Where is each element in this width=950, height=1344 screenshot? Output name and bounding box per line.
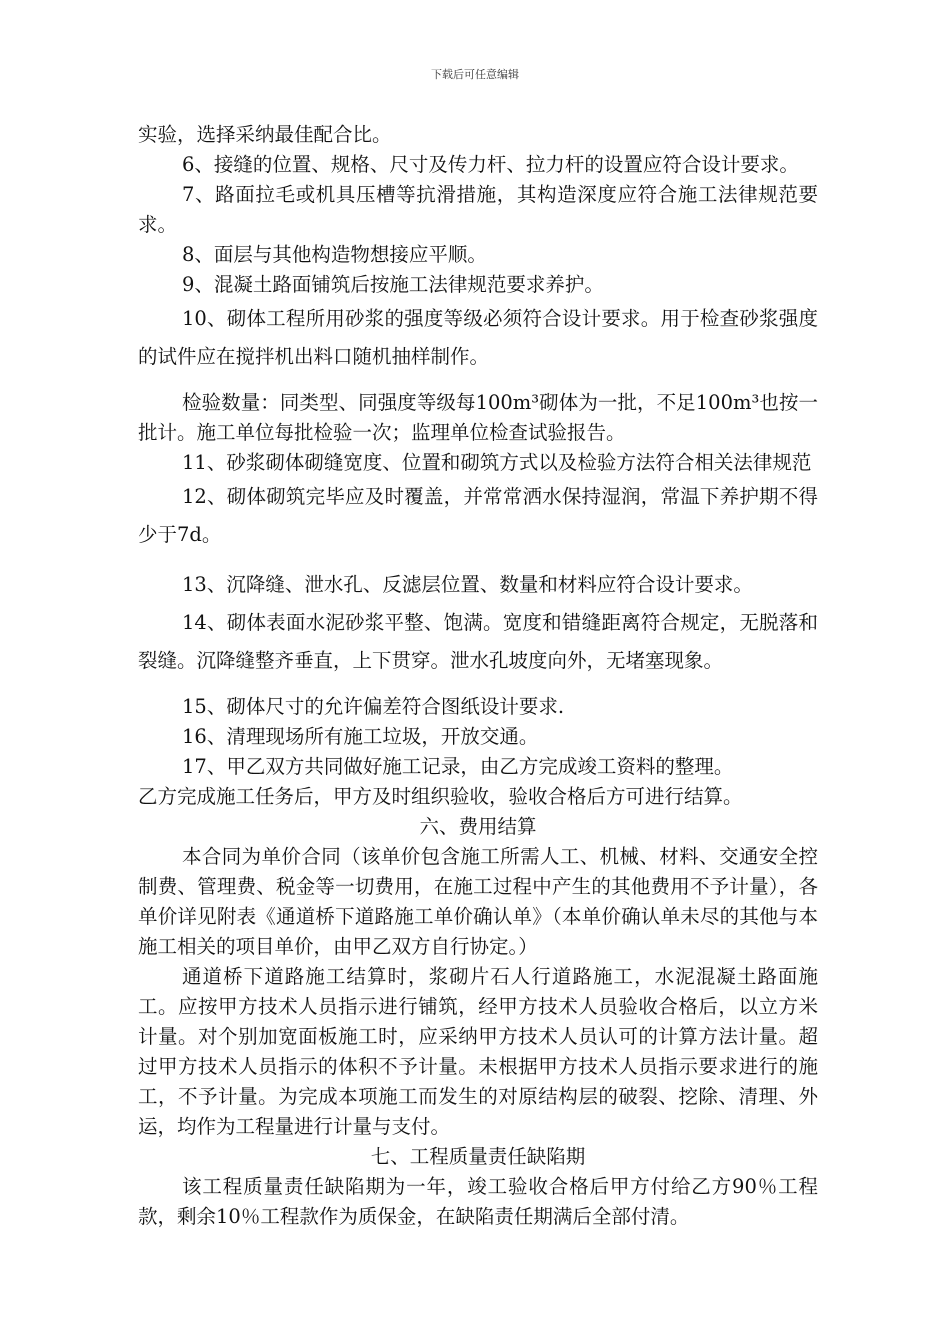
item-6: 6、接缝的位置、规格、尺寸及传力杆、拉力杆的设置应符合设计要求。	[182, 153, 799, 176]
item-7: 7、路面拉毛或机具压槽等抗滑措施，其构造深度应符合施工法律规范要求。	[138, 183, 818, 236]
paragraph-continuation: 实验，选择采纳最佳配合比。	[138, 123, 392, 146]
item-8: 8、面层与其他构造物想接应平顺。	[182, 243, 487, 266]
inspection-quantity: 检验数量：同类型、同强度等级每100m³砌体为一批，不足100m³也按一批计。施工单位每批检验一次；监理单位检查试验报告。	[138, 391, 818, 444]
item-12: 12、砌体砌筑完毕应及时覆盖，并常常洒水保持湿润，常温下养护期不得少于7d。	[138, 485, 818, 546]
item-16: 16、清理现场所有施工垃圾，开放交通。	[182, 725, 539, 748]
page-header: 下载后可任意编辑	[431, 68, 519, 81]
document-body	[138, 120, 818, 1232]
item-15: 15、砌体尺寸的允许偏差符合图纸设计要求.	[182, 695, 565, 718]
item-11: 11、砂浆砌体砌缝宽度、位置和砌筑方式以及检验方法符合相关法律规范	[182, 451, 812, 474]
item-14: 14、砌体表面水泥砂浆平整、饱满。宽度和错缝距离符合规定，无脱落和裂缝。沉降缝整齐垂直，上下贯穿。泄水孔坡度向外，无堵塞现象。	[138, 611, 818, 672]
item-13: 13、沉降缝、泄水孔、反滤层位置、数量和材料应符合设计要求。	[182, 573, 753, 596]
unit-price-contract-paragraph: 本合同为单价合同（该单价包含施工所需人工、机械、材料、交通安全控制费、管理费、税金等一切费用，在施工过程中产生的其他费用不予计量），各单价详见附表《通道桥下道路施工单价确认单》（本单价确认单未尽的其他与本施工相关的项目单价，由甲乙双方自行协定。）	[138, 845, 818, 958]
defect-liability-paragraph: 该工程质量责任缺陷期为一年，竣工验收合格后甲方付给乙方90％工程款，剩余10％工程款作为质保金，在缺陷责任期满后全部付清。	[138, 1175, 818, 1228]
section-heading-defect-liability: 七、工程质量责任缺陷期	[370, 1145, 586, 1168]
section-heading-cost-settlement: 六、费用结算	[419, 815, 537, 838]
item-17: 17、甲乙双方共同做好施工记录，由乙方完成竣工资料的整理。	[182, 755, 734, 778]
acceptance-paragraph: 乙方完成施工任务后，甲方及时组织验收，验收合格后方可进行结算。	[138, 785, 743, 808]
item-10: 10、砌体工程所用砂浆的强度等级必须符合设计要求。用于检查砂浆强度的试件应在搅拌机出料口随机抽样制作。	[138, 307, 818, 368]
settlement-measurement-paragraph: 通道桥下道路施工结算时，浆砌片石人行道路施工，水泥混凝土路面施工。应按甲方技术人员指示进行铺筑，经甲方技术人员验收合格后，以立方米计量。对个别加宽面板施工时，应采纳甲方技术人员认可的计算方法计量。超过甲方技术人员指示的体积不予计量。未根据甲方技术人员指示要求进行的施工，不予计量。为完成本项施工而发生的对原结构层的破裂、挖除、清理、外运，均作为工程量进行计量与支付。	[138, 965, 818, 1138]
item-9: 9、混凝土路面铺筑后按施工法律规范要求养护。	[182, 273, 604, 296]
